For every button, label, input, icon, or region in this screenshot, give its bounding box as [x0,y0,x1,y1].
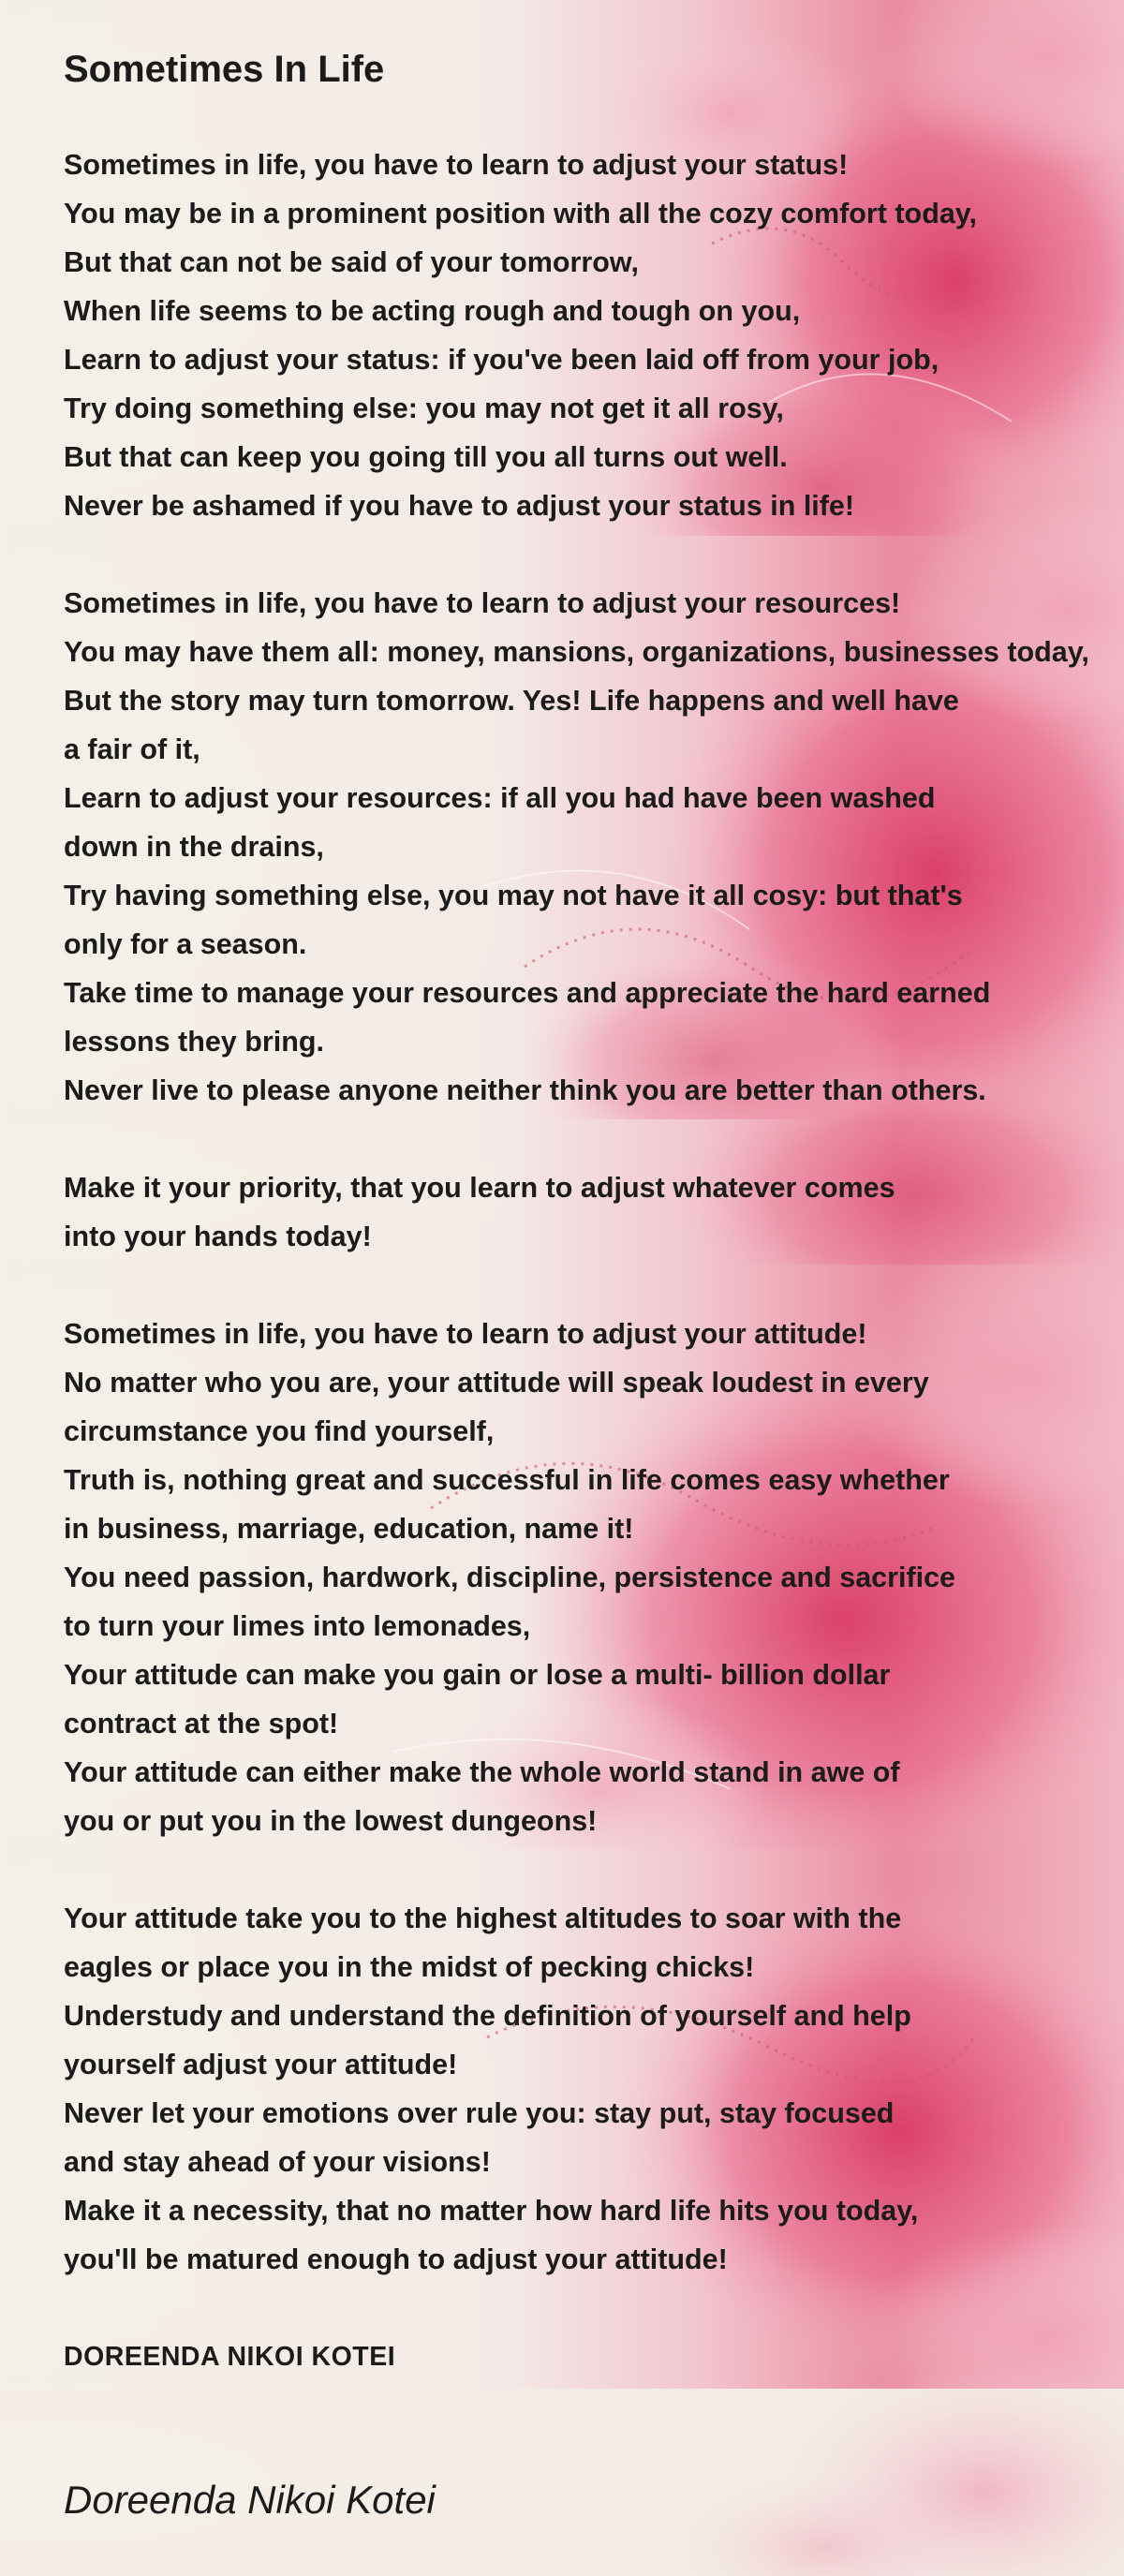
poem-line: No matter who you are, your attitude will speak loudest in every [64,1367,929,1399]
stanza-3 [64,1163,1124,1261]
poem-line: You may be in a prominent position with all the cozy comfort today, [64,198,977,229]
poem-line: Your attitude can make you gain or lose a multi- billion dollar [64,1659,891,1691]
poem-line: You need passion, hardwork, discipline, persistence and sacrifice [64,1562,956,1593]
poem-line: to turn your limes into lemonades, [64,1610,531,1642]
poem-line: But that can keep you going till you all turns out well. [64,441,788,473]
poem-line: When life seems to be acting rough and tough on you, [64,295,801,327]
poem-line: lessons they bring. [64,1026,324,1058]
stanza-1 [64,141,1124,530]
poem-body [64,141,1124,2381]
poem-line: contract at the spot! [64,1708,339,1740]
poem-line: Make it a necessity, that no matter how hard life hits you today, [64,2195,919,2227]
footer-author-name: Doreenda Nikoi Kotei [64,2478,436,2522]
stanza-5 [64,1894,1124,2284]
poem-line: Your attitude can either make the whole world stand in awe of [64,1756,900,1788]
poem-line: Sometimes in life, you have to learn to adjust your attitude! [64,1318,867,1350]
poem-line: Your attitude take you to the highest altitudes to soar with the [64,1902,902,1934]
poem-line: Never let your emotions over rule you: stay put, stay focused [64,2097,895,2129]
poem-line: You may have them all: money, mansions, organizations, businesses today, [64,636,1089,668]
poem-line: But that can not be said of your tomorrow, [64,246,639,278]
poem-line: into your hands today! [64,1221,372,1252]
poem-line: Never live to please anyone neither think you are better than others. [64,1074,986,1106]
poem-line: But the story may turn tomorrow. Yes! Life happens and well have [64,685,959,717]
stanza-2 [64,579,1124,1115]
poem-line: yourself adjust your attitude! [64,2049,458,2080]
poem-line: only for a season. [64,928,307,960]
stanza-4 [64,1310,1124,1845]
poem-line: Understudy and understand the definition of yourself and help [64,2000,911,2032]
poem-line: Try doing something else: you may not get it all rosy, [64,392,784,424]
poem-line: circumstance you find yourself, [64,1415,495,1447]
poem-line: Try having something else, you may not have it all cosy: but that's [64,880,963,911]
poem-line: in business, marriage, education, name it! [64,1513,634,1545]
poem-line: and stay ahead of your visions! [64,2146,491,2178]
poem-line: Take time to manage your resources and appreciate the hard earned [64,977,991,1009]
poem-line: you or put you in the lowest dungeons! [64,1805,598,1837]
poem-line: Never be ashamed if you have to adjust your status in life! [64,490,855,522]
poem-line: eagles or place you in the midst of pecking chicks! [64,1951,755,1983]
poem-line: Learn to adjust your status: if you've been laid off from your job, [64,344,939,376]
poem-line: you'll be matured enough to adjust your attitude! [64,2243,728,2275]
poem-line: Sometimes in life, you have to learn to adjust your status! [64,149,849,181]
poem-line: Sometimes in life, you have to learn to adjust your resources! [64,587,901,619]
poem-title: Sometimes In Life [64,49,385,90]
poem-author-signature: DOREENDA NIKOI KOTEI [64,2342,396,2372]
poem-line: down in the drains, [64,831,324,863]
poem-line: Learn to adjust your resources: if all you had have been washed [64,782,936,814]
poem-line: Make it your priority, that you learn to adjust whatever comes [64,1172,895,1204]
poem-line: Truth is, nothing great and successful in life comes easy whether [64,1464,950,1496]
poem-line: a fair of it, [64,733,200,765]
